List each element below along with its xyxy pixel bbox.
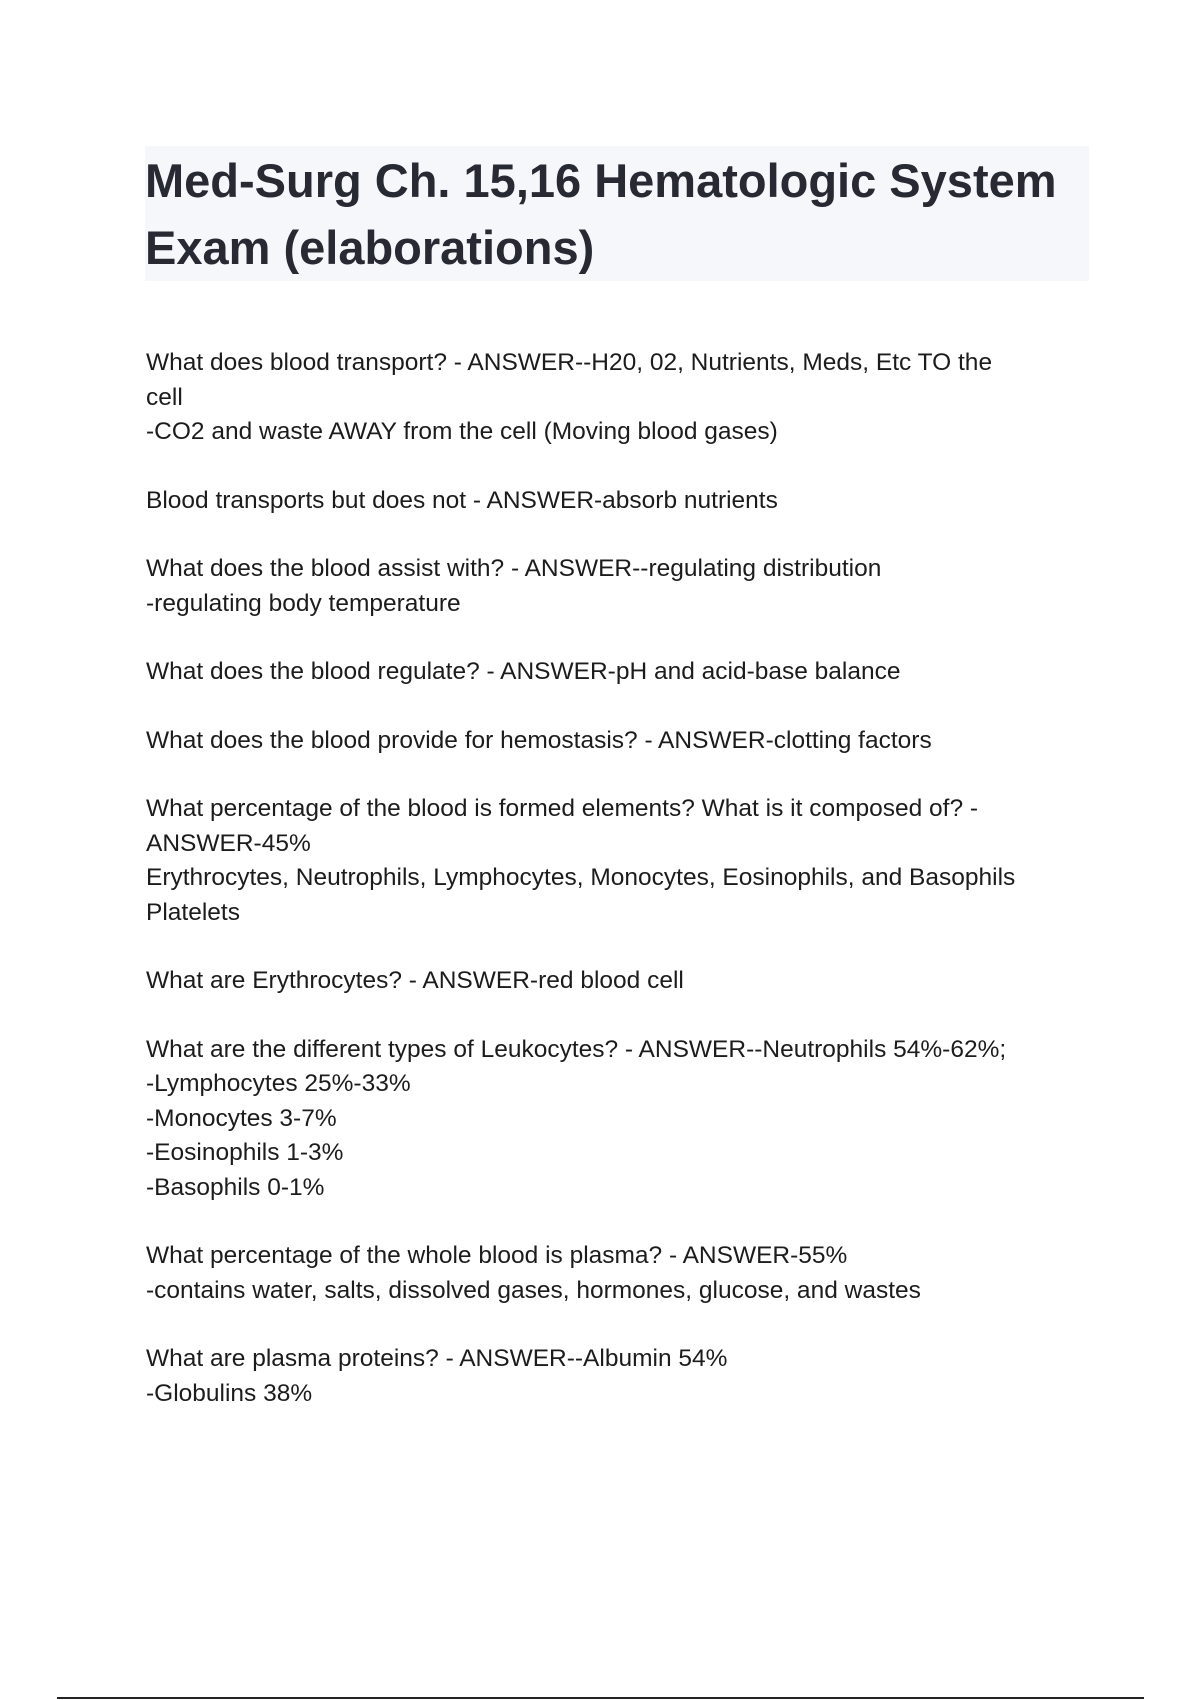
- page-title-line-1: Med-Surg Ch. 15,16 Hematologic System: [145, 154, 1057, 207]
- qa-line: -Eosinophils 1-3%: [146, 1139, 344, 1166]
- page-title: [145, 147, 1089, 281]
- qa-item: [146, 484, 1090, 519]
- qa-line: -CO2 and waste AWAY from the cell (Moving blood gases): [146, 418, 778, 445]
- qa-line: What are Erythrocytes? - ANSWER-red blood cell: [146, 967, 684, 994]
- qa-item: [146, 655, 1090, 690]
- qa-line: -Basophils 0-1%: [146, 1173, 325, 1201]
- qa-item: [146, 1342, 1090, 1411]
- qa-line: -Lymphocytes 25%-33%: [146, 1070, 411, 1097]
- qa-item: [146, 792, 1090, 930]
- qa-line: Platelets: [146, 898, 240, 926]
- qa-line: -Monocytes 3-7%: [146, 1104, 337, 1132]
- qa-item: [146, 964, 1090, 999]
- qa-line: What are plasma proteins? - ANSWER--Albumin 54%: [146, 1345, 728, 1372]
- qa-list: [146, 346, 1090, 1445]
- qa-item: [146, 724, 1090, 759]
- qa-item: [146, 1239, 1090, 1308]
- qa-item: [146, 346, 1090, 450]
- qa-item: [146, 552, 1090, 621]
- qa-item: [146, 1033, 1090, 1206]
- qa-line: ANSWER-45%: [146, 829, 311, 857]
- qa-line: What does blood transport? - ANSWER--H20, 02, Nutrients, Meds, Etc TO the: [146, 349, 993, 376]
- qa-line: cell: [146, 383, 183, 411]
- qa-line: What does the blood assist with? - ANSWER--regulating distribution: [146, 555, 882, 582]
- title-banner: [145, 146, 1089, 281]
- qa-line: -regulating body temperature: [146, 589, 461, 617]
- page-bottom-divider: [57, 1697, 1144, 1699]
- qa-line: Erythrocytes, Neutrophils, Lymphocytes, Monocytes, Eosinophils, and Basophils: [146, 864, 1016, 891]
- qa-line: What does the blood regulate? - ANSWER-pH and acid-base balance: [146, 658, 901, 685]
- qa-line: What percentage of the whole blood is plasma? - ANSWER-55%: [146, 1242, 848, 1269]
- qa-line: -Globulins 38%: [146, 1379, 313, 1407]
- page-title-line-2: Exam (elaborations): [145, 221, 595, 274]
- qa-line: What are the different types of Leukocytes? - ANSWER--Neutrophils 54%-62%;: [146, 1035, 1007, 1063]
- qa-line: What percentage of the blood is formed elements? What is it composed of? -: [146, 795, 979, 822]
- qa-line: -contains water, salts, dissolved gases, hormones, glucose, and wastes: [146, 1276, 921, 1304]
- qa-line: Blood transports but does not - ANSWER-absorb nutrients: [146, 486, 778, 514]
- qa-line: What does the blood provide for hemostasis? - ANSWER-clotting factors: [146, 726, 932, 754]
